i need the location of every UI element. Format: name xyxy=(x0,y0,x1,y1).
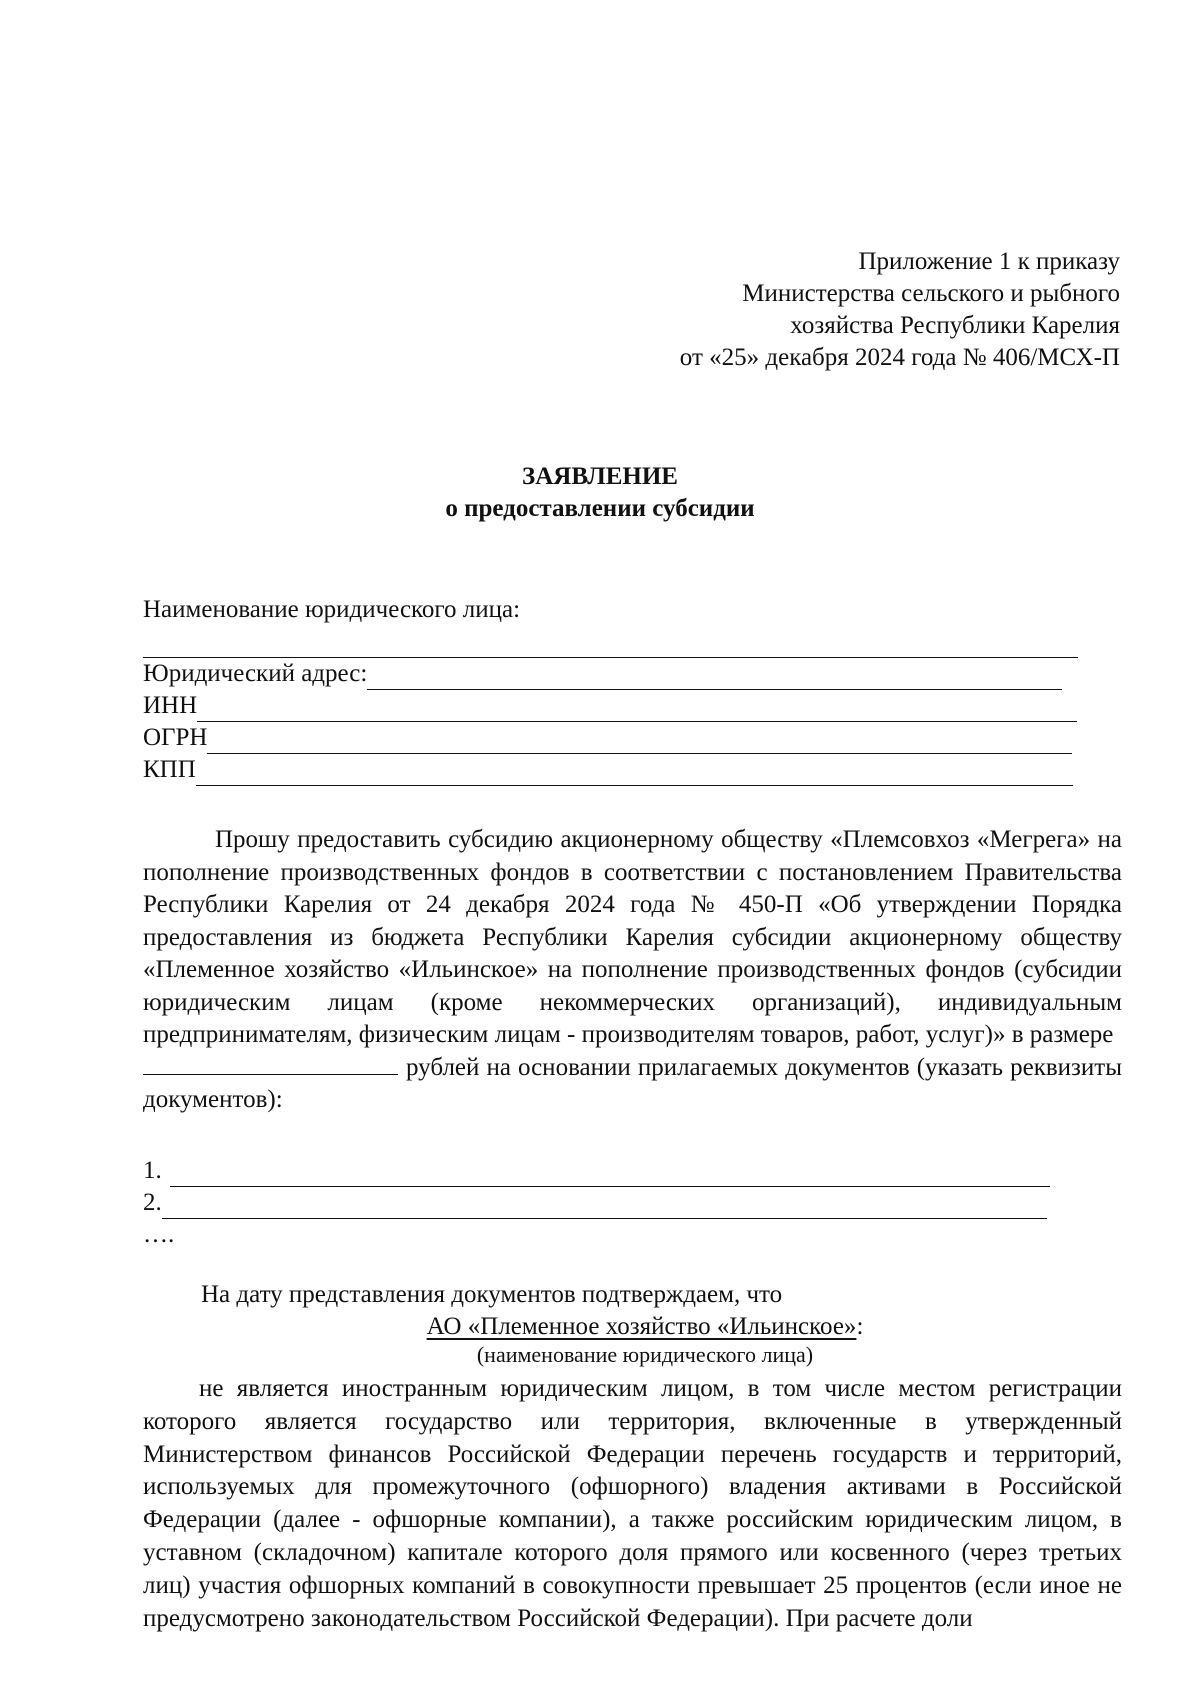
ogrn-field-blank[interactable] xyxy=(207,729,1072,754)
document-title xyxy=(0,461,1200,525)
request-text-part1: Прошу предоставить субсидию акционерному обществу «Племсовхоз «Мегрега» на пополнение производственных фондов в соответствии с постановлением Правительства Республики Карелия от 24 декабря 2024 года № 450-П «Об утверждении Порядка предоставления из бюджета Республики Карелия субсидии акционерному обществу «Племенное хозяйство «Ильинское» на пополнение производственных фондов (субсидии юридическим лицам (кроме некоммерческих организаций), индивидуальным предпринимателям, физическим лицам - производителям товаров, работ, услуг)» в размере xyxy=(143,826,1122,1048)
request-text-part2: рублей на основании прилагаемых документов (указать реквизиты документов): xyxy=(143,1053,1122,1113)
appendix-header xyxy=(680,246,1120,374)
document-ellipsis-row xyxy=(143,1219,1093,1251)
name-field-label: Наименование юридического лица: xyxy=(143,596,521,623)
appendix-line-1: Приложение 1 к приказу xyxy=(858,248,1120,275)
company-name-line xyxy=(0,1311,1200,1343)
document-item-1-number: 1. xyxy=(143,1157,162,1184)
confirmation-intro: На дату представления документов подтверждаем, что xyxy=(201,1281,783,1308)
document-item-2-blank[interactable] xyxy=(162,1194,1047,1219)
request-paragraph xyxy=(143,824,1122,1117)
amount-blank[interactable] xyxy=(143,1052,398,1075)
inn-field-label: ИНН xyxy=(143,692,198,719)
name-field-row xyxy=(143,594,1093,626)
document-item-2 xyxy=(143,1187,1093,1219)
ogrn-field-label: ОГРН xyxy=(143,724,208,751)
document-item-2-number: 2. xyxy=(143,1189,162,1216)
document-item-1 xyxy=(143,1155,1093,1187)
kpp-field-label: КПП xyxy=(143,756,196,783)
inn-field-blank[interactable] xyxy=(197,697,1077,722)
applicant-fields xyxy=(143,594,1093,786)
appendix-line-4: от «25» декабря 2024 года № 406/МСХ-П xyxy=(679,344,1120,371)
title-subheading: о предоставлении субсидии xyxy=(445,495,755,522)
ogrn-field-row xyxy=(143,722,1093,754)
statement-text: не является иностранным юридическим лицом, в том числе местом регистрации которого является государство или территория, включенные в утвержденный Министерством финансов Российской Федерации перечень государств и территорий, используемых для промежуточного (офшорного) владения активами в Российской Федерации (далее - офшорные компании), а также российским юридическим лицом, в уставном (складочном) капитале которого доля прямого или косвенного (через третьих лиц) участия офшорных компаний в совокупности превышает 25 процентов (если иное не предусмотрено законодательством Российской Федерации). При расчете доли xyxy=(143,1375,1122,1632)
appendix-line-3: хозяйства Республики Карелия xyxy=(790,312,1120,339)
kpp-field-blank[interactable] xyxy=(196,761,1073,786)
company-hint-line xyxy=(0,1341,1200,1369)
company-name: АО «Племенное хозяйство «Ильинское» xyxy=(426,1313,857,1340)
kpp-field-row xyxy=(143,754,1093,786)
document-list xyxy=(143,1155,1093,1251)
address-field-row xyxy=(143,658,1093,690)
statement-paragraph xyxy=(143,1373,1122,1635)
appendix-line-2: Министерства сельского и рыбного xyxy=(742,280,1120,307)
title-heading: ЗАЯВЛЕНИЕ xyxy=(522,463,678,490)
document-ellipsis: …. xyxy=(143,1221,175,1248)
inn-field-row xyxy=(143,690,1093,722)
document-item-1-blank[interactable] xyxy=(170,1162,1050,1187)
name-field-blank[interactable] xyxy=(143,633,1078,658)
address-field-label: Юридический адрес: xyxy=(143,660,368,687)
name-field-input-row xyxy=(143,626,1093,658)
company-hint: (наименование юридического лица) xyxy=(476,1342,814,1367)
company-colon: : xyxy=(856,1313,864,1340)
address-field-blank[interactable] xyxy=(367,665,1062,690)
